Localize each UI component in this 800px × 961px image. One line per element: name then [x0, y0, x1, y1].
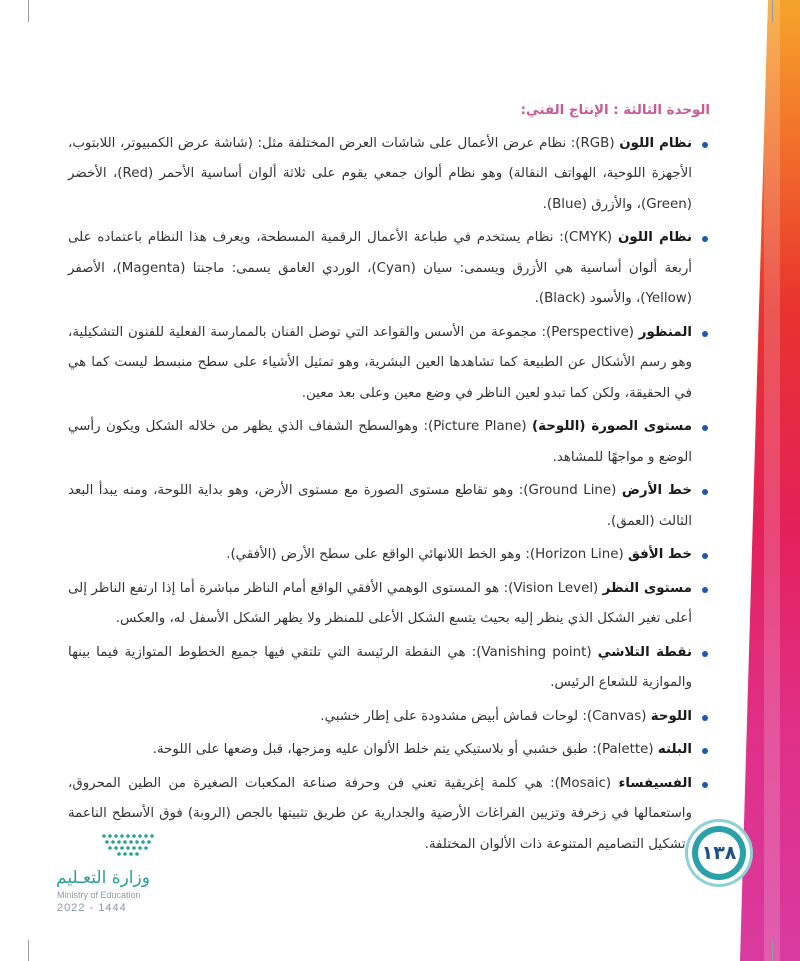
ministry-year: 2022 - 1444: [57, 902, 127, 914]
term-item: [68, 412, 710, 473]
term-english: (Palette): [596, 742, 654, 757]
term-definition: : هو المستوى الوهمي الأفقي الواقع أمام الناظر مباشرة أما إذا ارتفع الناظر إلى أعلى تغير الشكل الذي ينظر إليه بحيث يتسع الشكل الأعلى للمنظر ولا يظهر الشكل الأسفل له، والعكس.: [68, 580, 692, 626]
term-item: [68, 574, 710, 635]
term-name: نظام اللون: [617, 230, 692, 245]
term-item: [68, 129, 710, 221]
term-definition: : هي النقطة الرئيسة التي تلتقي فيها جميع الخطوط المتوازية فيما بينها والموازية للشعاع الرئيس.: [68, 644, 692, 690]
term-item: [68, 735, 710, 766]
term-english: (Vanishing point): [476, 644, 592, 660]
crop-mark: [772, 0, 773, 22]
term-english: (CMYK): [563, 230, 613, 245]
term-english: (Vision Level): [508, 580, 599, 596]
term-definition: : وهو الخط اللانهائي الواقع على سطح الأرض (الأفقي).: [226, 547, 530, 562]
term-definition: : نظام يستخدم في طباعة الأعمال الرقمية المسطحة، ويعرف هذا النظام باعتماده على أربعة ألوان أساسية هي الأزرق ويسمى: سيان (Cyan)، الوردي الغامق يسمى: ماجنتا (Magenta)، الأصفر (Yellow)، والأسود (Black).: [68, 230, 693, 306]
unit-title: الوحدة الثالثة : الإنتاج الفني:: [520, 103, 710, 118]
crop-mark: [772, 940, 773, 961]
term-english: (RGB): [575, 135, 615, 151]
term-name: نظام اللون: [619, 135, 692, 151]
term-item: [68, 223, 710, 315]
term-definition: : وهوالسطح الشفاف الذي يظهر من خلاله الشكل ويكون رأسي الوضع و مواجهًا للمشاهد.: [68, 419, 692, 465]
term-english: (Mosaic): [554, 775, 612, 791]
term-definition: : مجموعة من الأسس والقواعد التي توصل الفنان بالممارسة الفعلية للفنون التشكيلية، وهو رسم الأشكال عن الطبيعة كما تشاهدها العين البشرية، وهو تمثيل الأشياء على سطح منبسط ليست كما هي في الحقيقة، ولكن كما تبدو لعين الناظر في وضع معين وعلى بعد معين.: [68, 324, 692, 401]
term-name: المنظور: [638, 324, 692, 340]
term-item: [68, 638, 710, 699]
term-name: الفسيفساء: [618, 775, 692, 791]
term-item: [68, 540, 710, 571]
decorative-ribbon: [740, 0, 800, 961]
ministry-dots-icon: [100, 830, 160, 860]
ministry-logo: [48, 830, 168, 940]
term-english: (Picture Plane): [428, 419, 527, 434]
term-english: (Ground Line): [523, 483, 617, 498]
crop-mark: [28, 940, 29, 961]
term-name: مستوى الصورة (اللوحة): [532, 419, 692, 434]
term-definition: : وهو تقاطع مستوى الصورة مع مستوى الأرض، وهو بداية اللوحة، ومنه يبدأ البعد الثالث (العمق).: [68, 483, 692, 529]
term-english: (Horizon Line): [529, 547, 624, 562]
terms-list: [68, 129, 710, 861]
ministry-name-arabic: وزارة التعـليم: [56, 868, 150, 888]
page-number-badge: [692, 826, 746, 880]
term-name: نقطة التلاشي: [597, 644, 692, 660]
page-content: [68, 96, 710, 863]
term-item: [68, 702, 710, 733]
page-number: ١٣٨: [698, 832, 740, 874]
term-definition: : هي كلمة إغريقية تعني فن وحرفة صناعة المكعبات الصغيرة من الطين المحروق، واستعمالها في زخرفة وتزيين الفراغات الأرضية والجدارية عن طريق تثبيتها بالجص (الروبة) فوق الأسطح الناعمة وتشكيل التصاميم المتنوعة ذات الألوان المختلفة.: [68, 775, 692, 852]
term-english: (Canvas): [586, 708, 647, 724]
term-definition: : لوحات قماش أبيض مشدودة على إطار خشبي.: [320, 708, 587, 724]
term-name: مستوى النظر: [602, 580, 692, 596]
term-name: اللوحة: [650, 708, 692, 724]
term-name: خط الأفق: [627, 547, 692, 562]
term-english: (Perspective): [546, 324, 635, 340]
term-name: البلته: [657, 742, 692, 757]
crop-mark: [28, 0, 29, 22]
term-name: خط الأرض: [621, 483, 692, 498]
term-definition: : نظام عرض الأعمال على شاشات العرض المختلفة مثل: (شاشة عرض الكمبيوتر، اللابتوب، الأجهزة اللوحية، الهواتف النقالة) وهو نظام ألوان جمعي يقوم على ثلاثة ألوان أساسية الأحمر (Red)، الأخضر (Green)، والأزرق (Blue).: [68, 135, 692, 212]
term-definition: : طبق خشبي أو بلاستيكي يتم خلط الألوان عليه ومزجها، قبل وضعها على اللوحة.: [152, 742, 597, 757]
ministry-name-english: Ministry of Education: [57, 890, 141, 900]
term-item: [68, 476, 710, 537]
term-item: [68, 318, 710, 410]
